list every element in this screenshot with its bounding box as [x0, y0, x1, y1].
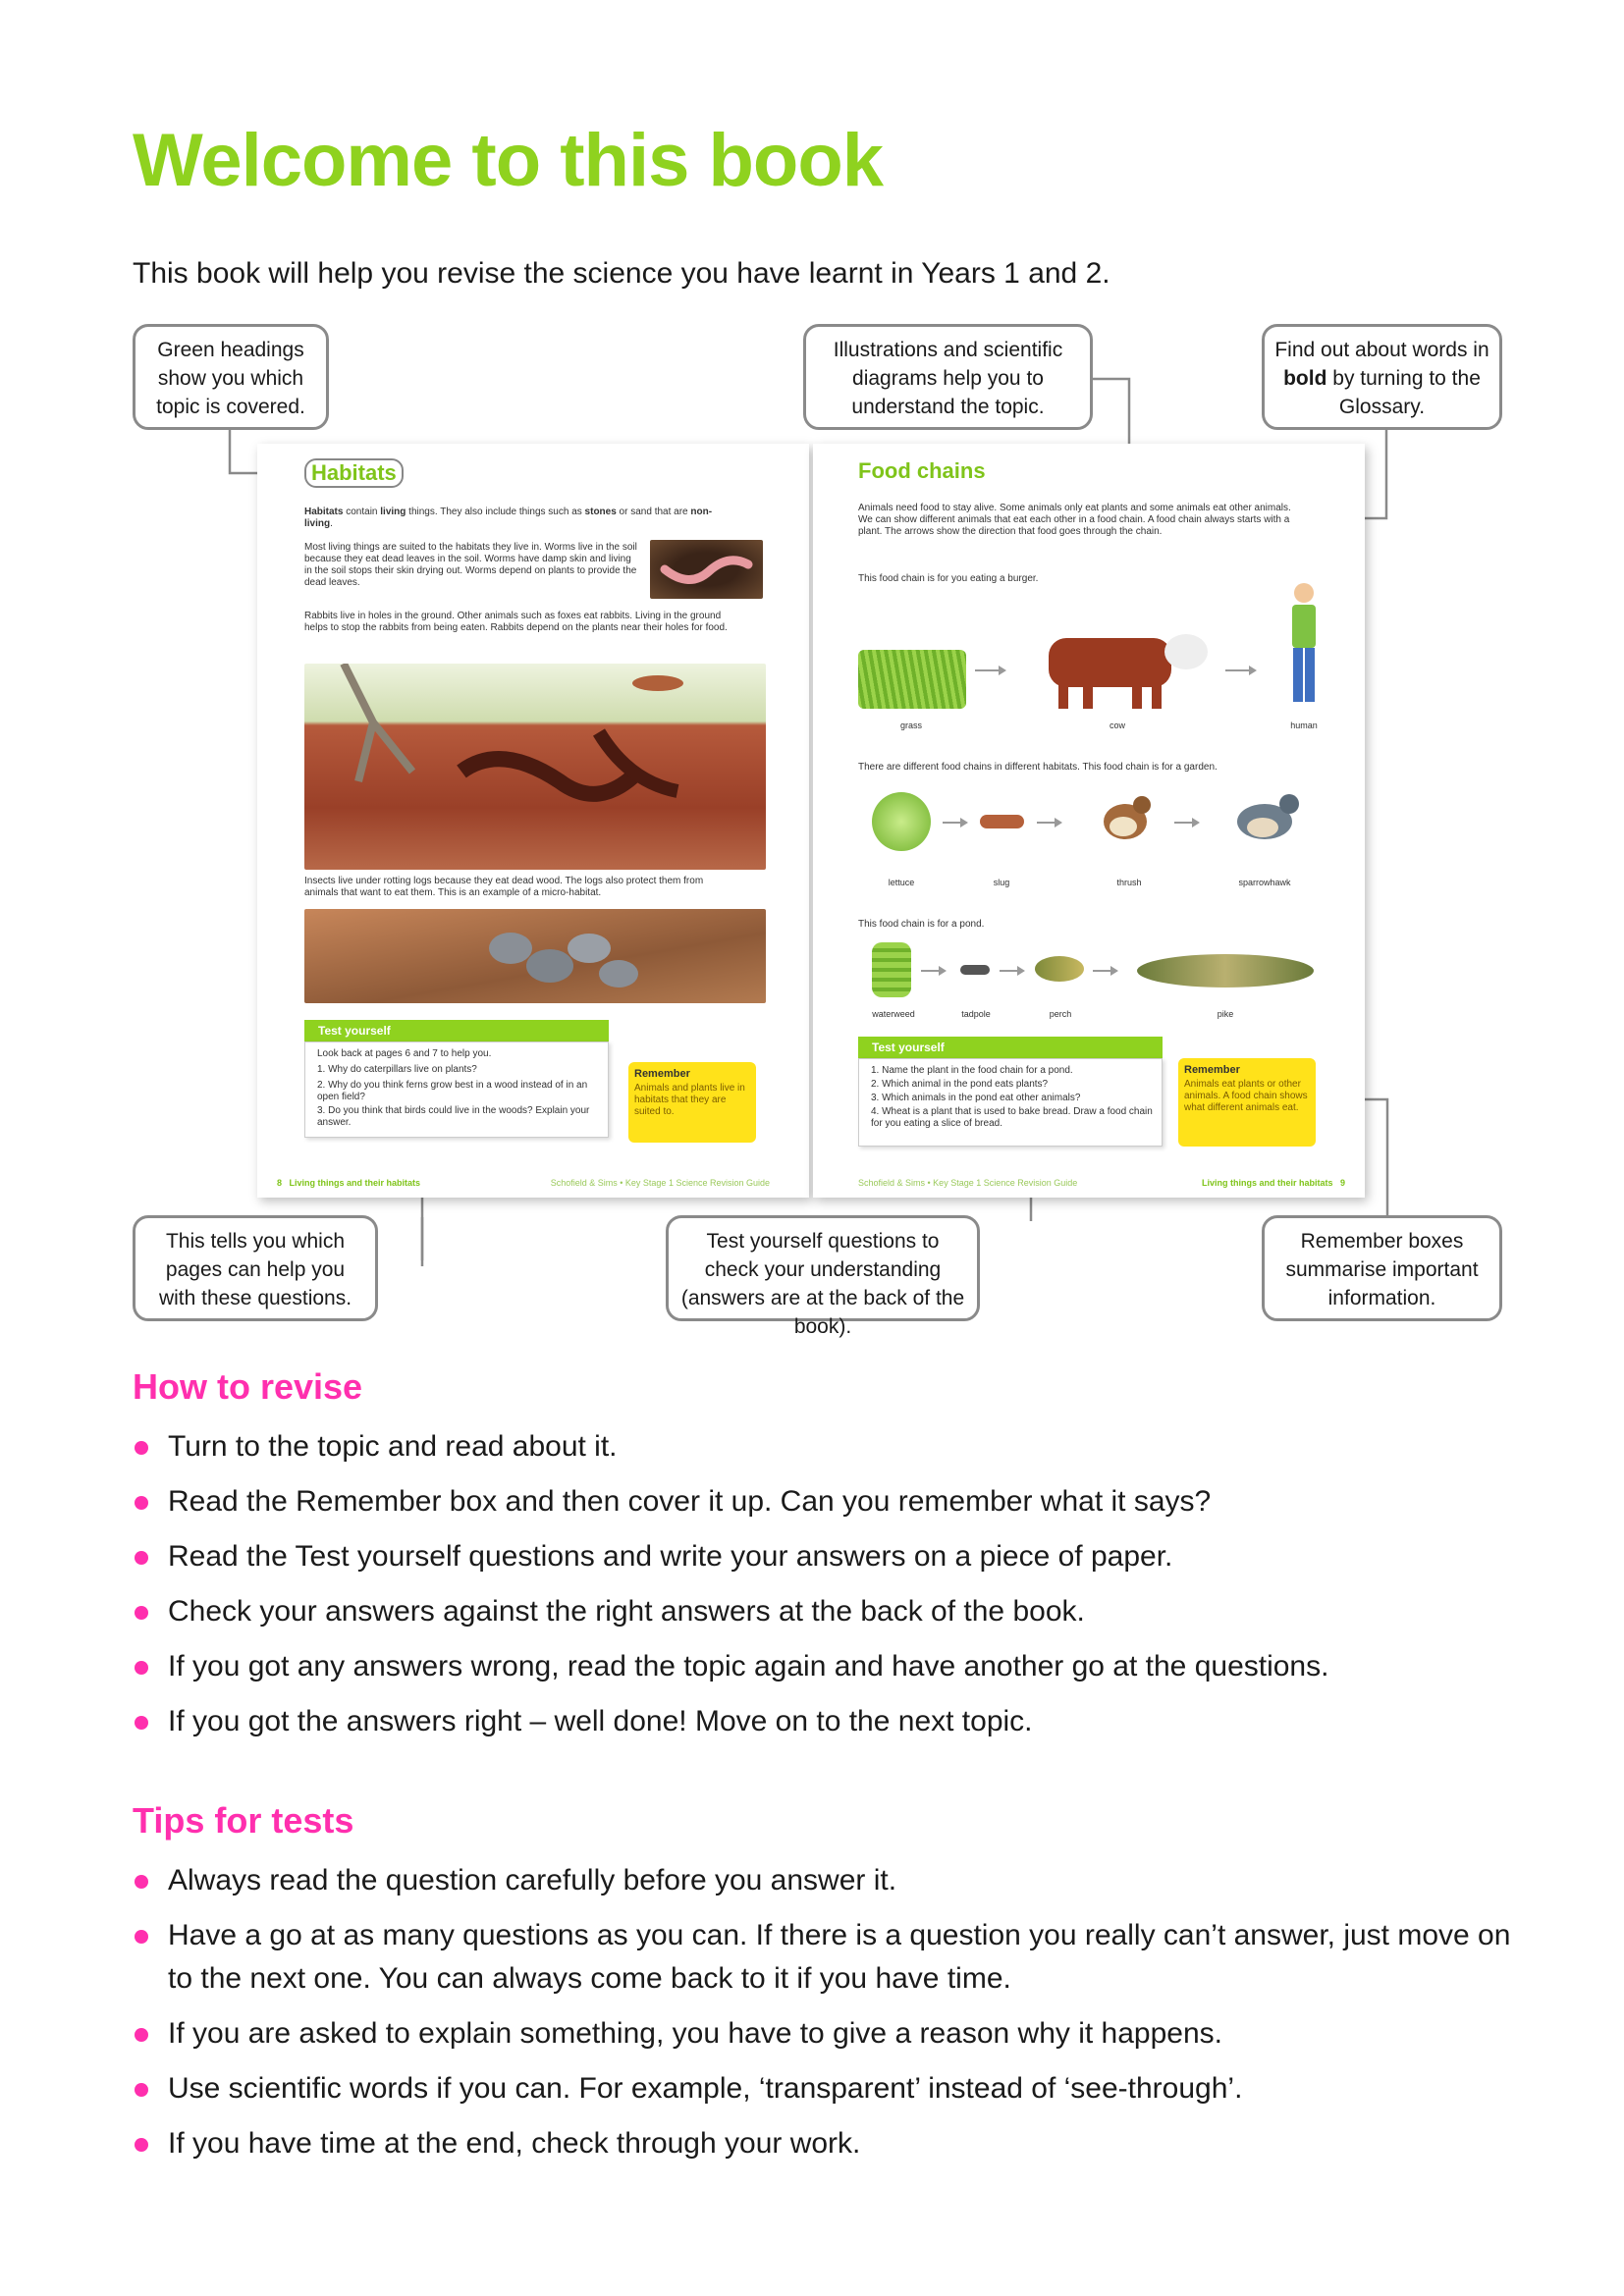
test-yourself-box-right: 1. Name the plant in the food chain for a pond. 2. Which animal in the pond eats plants? 3. Which animals in the pond eat other animals? 4. Wheat is a plant that is used to bake bread. Draw a food chain for you eating a slice of bread. [858, 1058, 1163, 1147]
label-sparrowhawk: sparrowhawk [1238, 878, 1291, 887]
food-chains-para-4: This food chain is for a pond. [858, 919, 985, 930]
grass-illustration [858, 650, 966, 709]
how-to-revise-heading: How to revise [133, 1366, 363, 1407]
book-spread [257, 444, 1365, 1198]
tips-for-tests-list [133, 1859, 1527, 2177]
callout-illustrations: Illustrations and scientific diagrams help you to understand the topic. [803, 324, 1093, 430]
callout-glossary: Find out about words in bold by turning to the Glossary. [1262, 324, 1502, 430]
cow-illustration [1029, 620, 1216, 714]
habitats-para-3: Rabbits live in holes in the ground. Other animals such as foxes eat rabbits. Living in the ground helps to stop the rabbits from being eaten. Rabbits depend on the plants near their holes for food. [304, 611, 728, 633]
test-yourself-bar-left: Test yourself [304, 1020, 609, 1041]
worm-illustration [650, 540, 763, 599]
callout-test-yourself: Test yourself questions to check your understanding (answers are at the back of the book). [666, 1215, 980, 1321]
page-habitats [257, 444, 809, 1198]
label-grass: grass [899, 721, 922, 730]
test-yourself-box-left: Look back at pages 6 and 7 to help you. 1. Why do caterpillars live on plants? 2. Why do you think ferns grow best in a wood instead of in an open field? 3. Do you think that birds could live in the woods? Explain your answer. [304, 1041, 609, 1138]
habitats-para-1: Habitats contain living things. They also include things such as stones or sand that are non-living. [304, 507, 713, 529]
callout-pages-help: This tells you which pages can help you with these questions. [133, 1215, 378, 1321]
chain3-arrow-2 [1000, 970, 1023, 972]
callout-green-headings: Green headings show you which topic is covered. [133, 324, 329, 430]
chain3-arrow-1 [921, 970, 945, 972]
footer-right-book: Schofield & Sims • Key Stage 1 Science Revision Guide [858, 1178, 1078, 1188]
chain2-arrow-1 [943, 822, 966, 824]
list-item: If you are asked to explain something, you have to give a reason why it happens. [133, 2012, 1527, 2056]
habitats-para-2: Most living things are suited to the habitats they live in. Worms live in the soil because they eat dead leaves in the soil. Worms have damp skin and living in the soil stops their skin drying out. Worms depend on plants to provide the dead leaves. [304, 542, 637, 588]
footer-left-book: Schofield & Sims • Key Stage 1 Science Revision Guide [550, 1178, 770, 1188]
remember-box-left: Remember Animals and plants live in habitats that they are suited to. [628, 1062, 756, 1143]
human-illustration [1284, 581, 1324, 714]
label-slug: slug [993, 878, 1010, 887]
tadpole-illustration [960, 965, 990, 975]
label-lettuce: lettuce [888, 878, 915, 887]
list-item: Read the Test yourself questions and write your answers on a piece of paper. [133, 1535, 1507, 1578]
footer-right: Living things and their habitats 9 [1201, 1178, 1345, 1188]
tips-for-tests-heading: Tips for tests [133, 1800, 354, 1841]
list-item: Read the Remember box and then cover it up. Can you remember what it says? [133, 1480, 1507, 1523]
chain1-arrow-2 [1225, 669, 1255, 671]
burrow-illustration [304, 664, 766, 870]
lettuce-illustration [872, 792, 931, 851]
slug-illustration [980, 815, 1024, 828]
pike-illustration [1137, 954, 1314, 988]
label-cow: cow [1109, 721, 1125, 730]
label-waterweed: waterweed [872, 1009, 915, 1019]
label-tadpole: tadpole [961, 1009, 991, 1019]
label-pike: pike [1217, 1009, 1234, 1019]
list-item: If you have time at the end, check through your work. [133, 2122, 1527, 2165]
habitats-para-4: Insects live under rotting logs because they eat dead wood. The logs also protect them from animals that want to eat them. This is an example of a micro-habitat. [304, 876, 704, 898]
habitats-heading: Habitats [304, 458, 404, 488]
food-chains-para-2: This food chain is for you eating a burger. [858, 573, 1039, 584]
sparrowhawk-illustration [1225, 782, 1304, 861]
thrush-illustration [1098, 787, 1157, 856]
list-item: Check your answers against the right answers at the back of the book. [133, 1590, 1507, 1633]
list-item: Have a go at as many questions as you can. If there is a question you really can’t answer, just move on to the next one. You can always come back to it if you have time. [133, 1914, 1527, 2001]
food-chains-heading: Food chains [858, 458, 986, 483]
chain3-arrow-3 [1093, 970, 1116, 972]
food-chains-para-3: There are different food chains in different habitats. This food chain is for a garden. [858, 762, 1218, 773]
label-human: human [1290, 721, 1318, 730]
chain2-arrow-3 [1174, 822, 1198, 824]
test-yourself-bar-right: Test yourself [858, 1037, 1163, 1058]
list-item: Always read the question carefully before you answer it. [133, 1859, 1527, 1902]
label-perch: perch [1049, 1009, 1072, 1019]
chain1-arrow-1 [975, 669, 1004, 671]
remember-box-right: Remember Animals eat plants or other animals. A food chain shows what different animals eat. [1178, 1058, 1316, 1147]
footer-left: 8 Living things and their habitats [277, 1178, 421, 1188]
log-illustration [304, 909, 766, 1003]
list-item: Use scientific words if you can. For example, ‘transparent’ instead of ‘see-through’. [133, 2067, 1527, 2110]
food-chains-para-1: Animals need food to stay alive. Some animals only eat plants and some animals eat other animals. We can show different animals that eat each other in a food chain. A food chain always starts with a plant. The arrows show the direction that food goes through the chain. [858, 503, 1291, 537]
list-item: If you got any answers wrong, read the topic again and have another go at the questions. [133, 1645, 1507, 1688]
list-item: Turn to the topic and read about it. [133, 1425, 1507, 1468]
how-to-revise-list [133, 1425, 1507, 1755]
perch-illustration [1035, 956, 1084, 982]
list-item: If you got the answers right – well done! Move on to the next topic. [133, 1700, 1507, 1743]
callout-remember-boxes: Remember boxes summarise important information. [1262, 1215, 1502, 1321]
page-title: Welcome to this book [133, 119, 884, 202]
intro-text: This book will help you revise the science you have learnt in Years 1 and 2. [133, 257, 1110, 290]
page-food-chains [813, 444, 1365, 1198]
chain2-arrow-2 [1037, 822, 1060, 824]
label-thrush: thrush [1116, 878, 1142, 887]
waterweed-illustration [872, 942, 911, 997]
